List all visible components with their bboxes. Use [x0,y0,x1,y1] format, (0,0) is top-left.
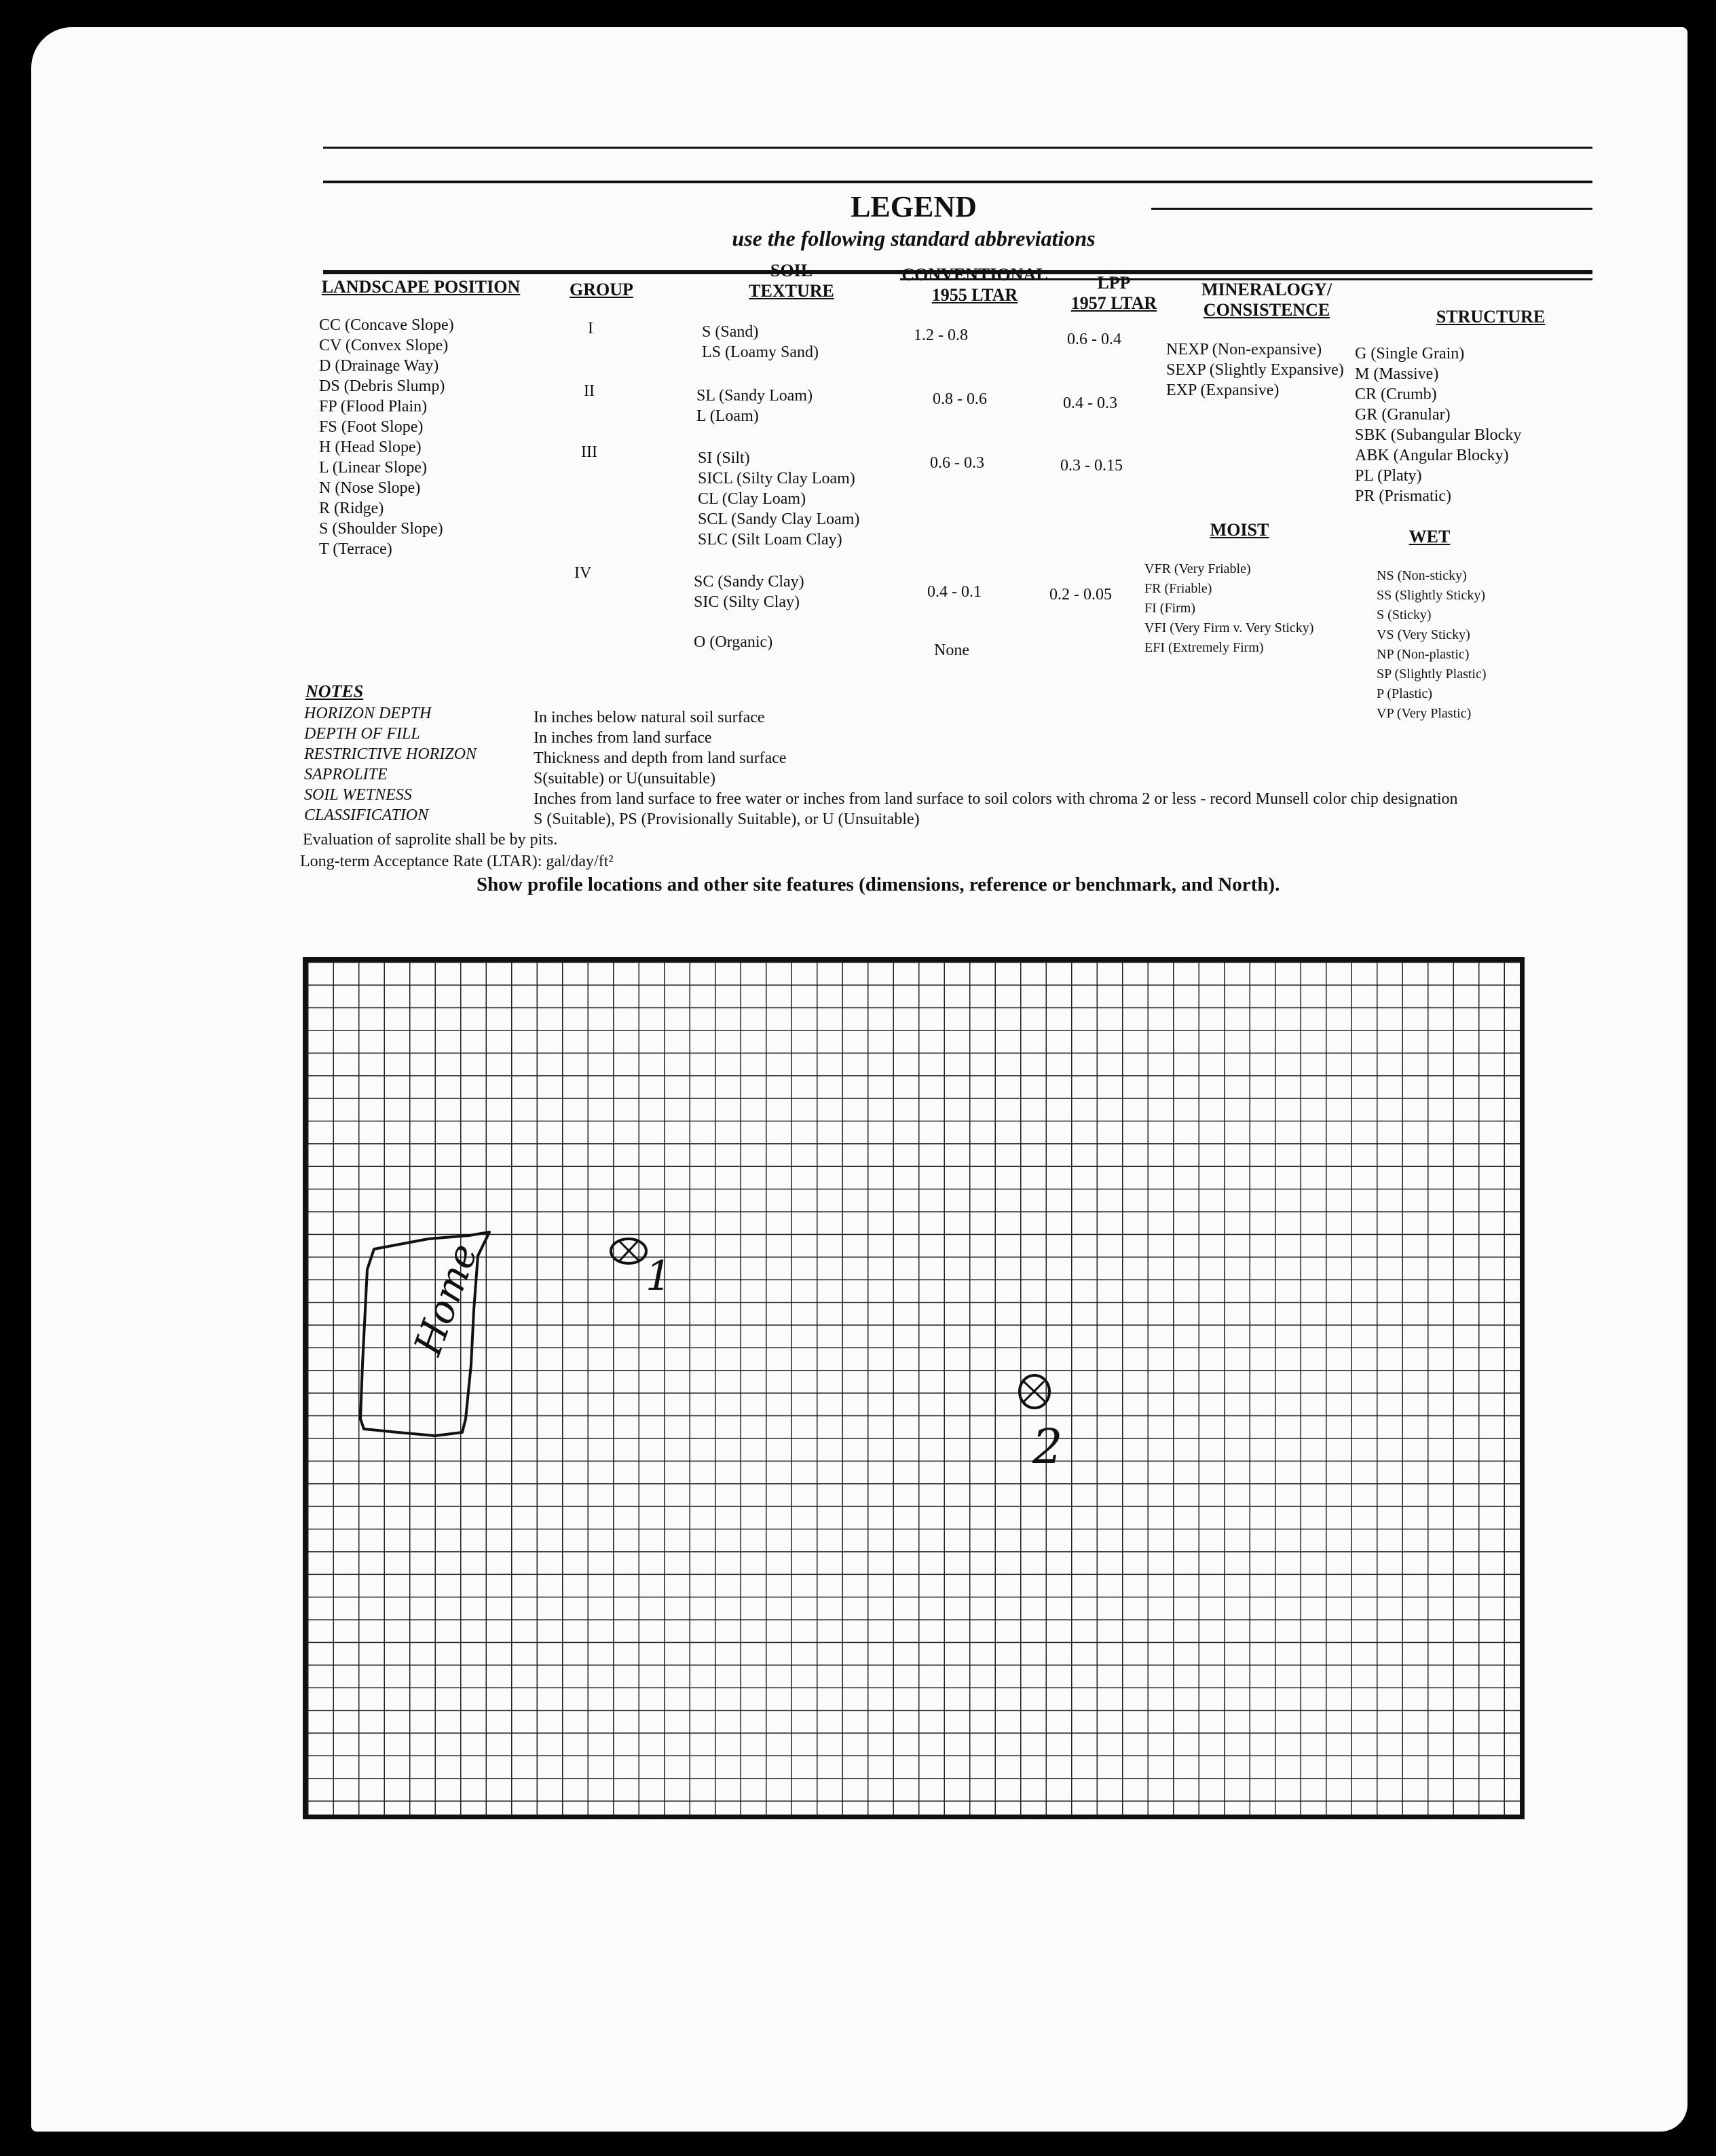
top-rule-2 [323,181,1592,183]
landscape-item: L (Linear Slope) [319,459,428,477]
landscape-item: CC (Concave Slope) [319,316,454,334]
conventional-value: 0.4 - 0.1 [927,583,982,601]
moist-item: FI (Firm) [1144,601,1195,616]
pit1-cross [619,1241,639,1261]
moist-item: FR (Friable) [1144,581,1212,596]
lpp-header-line2: 1957 LTAR [1070,293,1157,313]
group-label: II [584,382,595,400]
texture-item: SL (Sandy Loam) [696,387,813,405]
wet-item: P (Plastic) [1377,686,1433,701]
moist-list [1144,559,1313,658]
texture-item: SIC (Silty Clay) [694,593,800,611]
landscape-item: T (Terrace) [319,540,392,558]
note-label: DEPTH OF FILL [304,725,420,743]
landscape-item: DS (Debris Slump) [319,377,445,395]
moist-header: MOIST [1210,520,1269,540]
mineralogy-item: SEXP (Slightly Expansive) [1166,361,1344,379]
wet-item: VS (Very Sticky) [1377,627,1470,642]
structure-item: GR (Granular) [1355,406,1451,424]
lpp-header-line1: LPP [1097,273,1131,293]
conventional-value: 0.6 - 0.3 [930,454,984,472]
wet-item: VP (Very Plastic) [1377,706,1472,721]
handwritten-annotations [303,957,1525,1819]
structure-item: M (Massive) [1355,365,1439,383]
note-text: Inches from land surface to free water or inches from land surface to soil colors with chroma 2 or less - record Munsell color chip designation [534,790,1458,808]
note-label: RESTRICTIVE HORIZON [304,745,477,763]
landscape-item: N (Nose Slope) [319,479,421,497]
conventional-value: 1.2 - 0.8 [914,327,968,344]
wet-header: WET [1409,527,1451,546]
pit2-cross [1024,1381,1045,1402]
texture-item: SCL (Sandy Clay Loam) [698,510,860,528]
texture-item: LS (Loamy Sand) [702,343,819,361]
conventional-value: None [934,642,969,659]
ltar-line: Long-term Acceptance Rate (LTAR): gal/day/ft² [300,853,614,870]
wet-item: NS (Non-sticky) [1377,568,1467,583]
group-label: IV [574,564,592,582]
top-rule-3 [1151,208,1592,210]
group-header: GROUP [570,280,633,299]
texture-item: CL (Clay Loam) [698,490,806,508]
site-sketch-instruction: Show profile locations and other site features (dimensions, reference or benchmark, and North). [477,874,1280,895]
note-text: S (Suitable), PS (Provisionally Suitable), or U (Unsuitable) [534,811,920,828]
texture-item: SI (Silt) [698,449,750,467]
mineralogy-header-line1: MINERALOGY/ [1201,280,1332,299]
landscape-item: S (Shoulder Slope) [319,520,443,538]
mineralogy-header [1158,280,1375,320]
wet-item: SS (Slightly Sticky) [1377,588,1486,603]
texture-header-line2: TEXTURE [749,281,834,301]
notes-texts [534,707,1458,830]
wet-item: S (Sticky) [1377,608,1432,622]
lpp-value: 0.4 - 0.3 [1063,394,1117,412]
moist-item: VFI (Very Firm v. Very Sticky) [1144,620,1314,635]
landscape-item: FP (Flood Plain) [319,398,428,415]
landscape-item: H (Head Slope) [319,439,422,456]
texture-item: SC (Sandy Clay) [694,573,804,591]
texture-group2 [696,386,813,426]
structure-item: G (Single Grain) [1355,345,1465,363]
legend-subtitle: use the following standard abbreviations [732,226,1096,250]
wet-item: SP (Slightly Plastic) [1377,667,1487,682]
texture-group1 [702,322,819,363]
top-rule-1 [323,147,1592,149]
conventional-header-line2: 1955 LTAR [931,285,1018,305]
landscape-header: LANDSCAPE POSITION [321,277,521,297]
moist-item: EFI (Extremely Firm) [1144,640,1264,655]
note-text: In inches below natural soil surface [534,709,765,726]
note-text: Thickness and depth from land surface [534,749,787,767]
note-text: S(suitable) or U(unsuitable) [534,770,715,787]
conventional-header-line1: CONVENTIONAL [901,265,1048,284]
lpp-value: 0.6 - 0.4 [1067,331,1121,348]
structure-item: SBK (Subangular Blocky [1355,426,1522,444]
mineralogy-item: EXP (Expansive) [1166,382,1280,399]
document-page [31,27,1687,2132]
saprolite-eval: Evaluation of saprolite shall be by pits. [303,831,558,849]
conventional-header [880,265,1070,305]
note-label: SAPROLITE [304,766,388,783]
landscape-item: CV (Convex Slope) [319,337,449,354]
mineralogy-list [1166,339,1344,401]
conventional-value: 0.8 - 0.6 [933,390,987,408]
group-label: I [588,320,593,337]
moist-item: VFR (Very Friable) [1144,561,1251,576]
legend-title: LEGEND [851,190,977,223]
lpp-value: 0.2 - 0.05 [1049,586,1112,603]
structure-item: PL (Platy) [1355,467,1422,485]
landscape-item: FS (Foot Slope) [319,418,424,436]
wet-item: NP (Non-plastic) [1377,647,1470,662]
notes-header: NOTES [305,682,364,701]
notes-labels [304,703,477,825]
structure-header: STRUCTURE [1436,307,1546,327]
note-label: CLASSIFICATION [304,806,429,824]
texture-group4 [694,572,804,612]
pit2-label: 2 [1032,1419,1063,1474]
structure-item: CR (Crumb) [1355,386,1437,403]
texture-item: SICL (Silty Clay Loam) [698,470,855,487]
texture-header [710,261,873,301]
texture-item: S (Sand) [702,323,759,341]
texture-organic: O (Organic) [694,633,773,651]
structure-list [1355,343,1521,506]
mineralogy-header-line2: CONSISTENCE [1203,300,1330,320]
group-label: III [581,443,597,461]
landscape-list [319,315,454,559]
texture-header-line1: SOIL [770,261,813,280]
home-label: Home [406,1238,487,1361]
note-text: In inches from land surface [534,729,712,747]
wet-list [1377,566,1487,724]
note-label: HORIZON DEPTH [304,705,432,722]
texture-item: SLC (Silt Loam Clay) [698,531,842,549]
structure-item: ABK (Angular Blocky) [1355,447,1509,464]
landscape-item: D (Drainage Way) [319,357,439,375]
texture-item: L (Loam) [696,407,759,425]
landscape-item: R (Ridge) [319,500,384,517]
mineralogy-item: NEXP (Non-expansive) [1166,341,1322,358]
texture-group3 [698,448,859,550]
note-label: SOIL WETNESS [304,786,412,804]
pit1-label: 1 [646,1252,672,1300]
lpp-value: 0.3 - 0.15 [1060,457,1123,475]
structure-item: PR (Prismatic) [1355,487,1451,505]
